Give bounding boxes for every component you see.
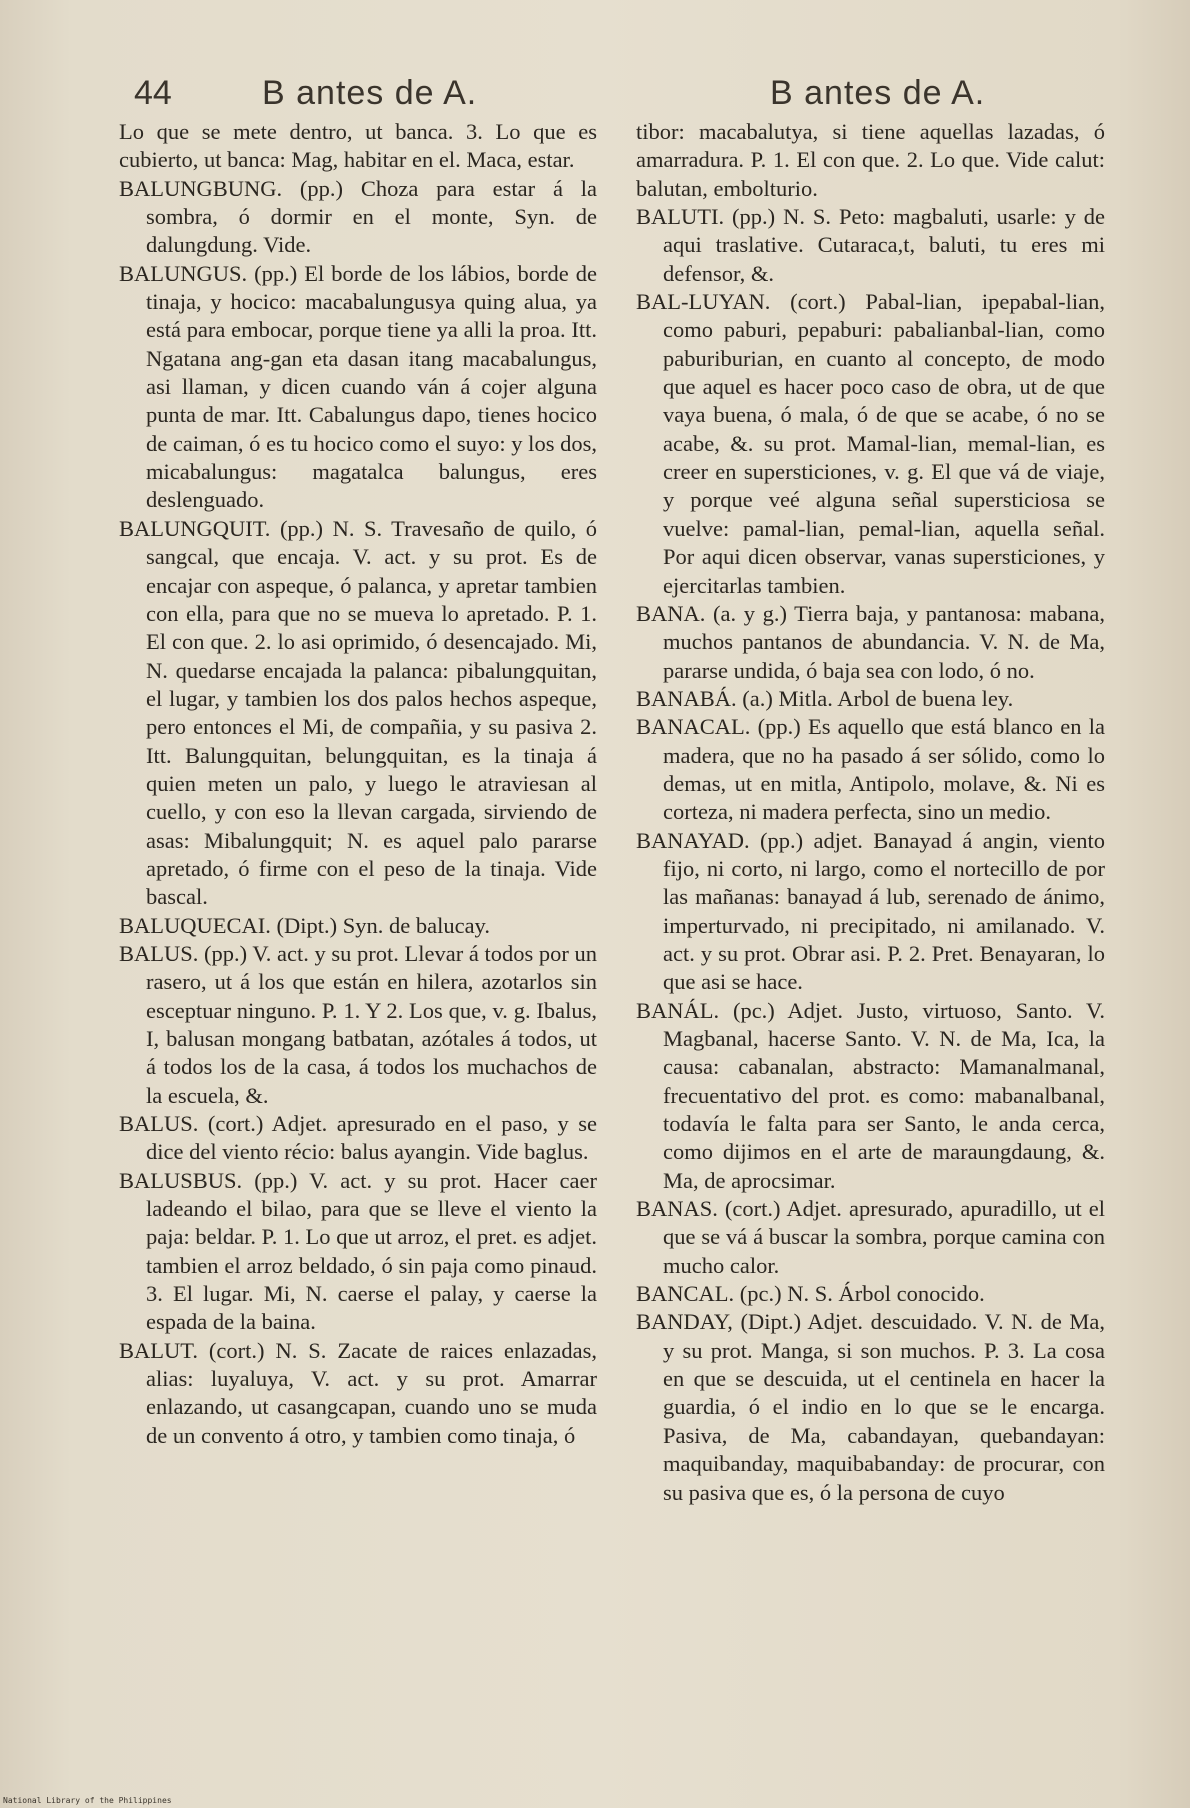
dictionary-entry: BAL-LUYAN. (cort.) Pabal-lian, ipepabal-lian, como paburi, pepaburi: pabalianbal-lian, como paburiburian, en cuanto al concepto, de modo que aquel es hacer poco caso de obra, ut de que vaya buena, ó mala, ó de que se acabe, ó no se acabe, &. su prot. Mamal-lian, memal-lian, es creer en supersticiones, v. g. El que vá de viaje, y porque veé alguna señal supersticiosa se vuelve: pamal-lian, pemal-lian, aquella señal. Por aqui dicen observar, vanas supersticiones, y ejercitarlas tambien. [636,289,1105,598]
dictionary-entry: BANABÁ. (a.) Mitla. Arbol de buena ley. [636,685,1014,711]
right-column [636,118,1105,1507]
page-number: 44 [134,74,172,112]
running-head-right: B antes de A. [770,74,986,112]
dictionary-entry: BANÁL. (pc.) Adjet. Justo, virtuoso, Santo. V. Magbanal, hacerse Santo. V. N. de Ma, Ica, la causa: cabanalan, abstracto: Mamanalmanal, frecuentativo del prot. es como: mabanalbanal, todavía le falta para ser Santo, le anda cerca, como dijimos en el arte de maraungdaung, &. Ma, de aprocsimar. [636,997,1105,1193]
dictionary-entry: BALUNGBUNG. (pp.) Choza para estar á la sombra, ó dormir en el monte, Syn. de dalungdung. Vide. [119,175,597,258]
dictionary-entry: BALUNGQUIT. (pp.) N. S. Travesaño de quilo, ó sangcal, que encaja. V. act. y su prot. Es de encajar con aspeque, ó palanca, y apretar tambien con ella, para que no se mueva lo apretado. P. 1. El con que. 2. lo asi oprimido, ó desencajado. Mi, N. quedarse encajada la palanca: pibalungquitan, el lugar, y tambien los dos palos hechos aspeque, pero entonces el Mi, de compañia, y su pasiva 2. Itt. Balungquitan, belungquitan, es la tinaja á quien meten un palo, y luego le atraviesan al cuello, y con eso la llevan cargada, sirviendo de asas: Mibalungquit; N. es aquel palo pararse apretado, ó firme con el peso de la tinaja. Vide bascal. [119,515,597,910]
dictionary-entry: BALUT. (cort.) N. S. Zacate de raices enlazadas, alias: luyaluya, V. act. y su prot. Amarrar enlazando, ut casangcapan, cuando uno se muda de un convento á otro, y tambien como tinaja, ó [119,1337,597,1448]
dictionary-entry: BALUS. (pp.) V. act. y su prot. Llevar á todos por un rasero, ut á los que están en hilera, azotarlos sin esceptuar ninguno. P. 1. Y 2. Los que, v. g. Ibalus, I, balusan mongang batbatan, azótales á todos, ut á todos los de la casa, á todos los muchachos de la escuela, &. [119,940,597,1108]
page-header [0,74,1190,124]
dictionary-entry: BANCAL. (pc.) N. S. Árbol conocido. [636,1281,985,1307]
dictionary-entry: BANDAY, (Dipt.) Adjet. descuidado. V. N. de Ma, y su prot. Manga, si son muchos. P. 3. La cosa en que se descuida, ut el centinela en hacer la guardia, ó el indio en lo que se le encarga. Pasiva, de Ma, cabandayan, quebandayan: maquibanday, maquibabanday: de procurar, con su pasiva que es, ó la persona de cuyo [636,1309,1105,1505]
dictionary-entry: BALUTI. (pp.) N. S. Peto: magbaluti, usarle: y de aqui traslative. Cutaraca,t, baluti, tu eres mi defensor, &. [636,204,1105,286]
running-head-left: B antes de A. [262,74,478,112]
dictionary-entry: BANAYAD. (pp.) adjet. Banayad á angin, viento fijo, ni corto, ni largo, como el nortecillo de por las mañanas: banayad á lub, serenado de ánimo, imperturvado, ni precipitado, ni amilanado. V. act. y su prot. Obrar asi. P. 2. Pret. Benayaran, lo que asi se hace. [636,827,1105,995]
dictionary-entry: BALUSBUS. (pp.) V. act. y su prot. Hacer caer ladeando el bilao, para que se lleve el viento la paja: beldar. P. 1. Lo que ut arroz, el pret. es adjet. tambien el arroz beldado, ó sin paja como pinaud. 3. El lugar. Mi, N. caerse el palay, y caerse la espada de la baina. [119,1167,597,1335]
dictionary-entry: BANA. (a. y g.) Tierra baja, y pantanosa: mabana, muchos pantanos de abundancia. V. N. de Ma, pararse undida, ó baja sea con lodo, ó no. [636,600,1105,683]
dictionary-entry: BANAS. (cort.) Adjet. apresurado, apuradillo, ut el que se vá á buscar la sombra, porque camina con mucho calor. [636,1196,1105,1278]
dictionary-entry: BANACAL. (pp.) Es aquello que está blanco en la madera, que no ha pasado á ser sólido, como lo demas, ut en mitla, Antipolo, molave, &. Ni es corteza, ni madera perfecta, sino un medio. [636,714,1105,825]
left-column [119,118,597,1450]
dictionary-entry: BALUS. (cort.) Adjet. apresurado en el paso, y se dice del viento récio: balus ayangin. Vide baglus. [119,1111,597,1165]
library-footer: National Library of the Philippines [3,1796,172,1805]
dictionary-entry: Lo que se mete dentro, ut banca. 3. Lo que es cubierto, ut banca: Mag, habitar en el. Maca, estar. [119,119,597,173]
dictionary-entry: tibor: macabalutya, si tiene aquellas lazadas, ó amarradura. P. 1. El con que. 2. Lo que. Vide calut: balutan, embolturio. [636,119,1105,201]
dictionary-entry: BALUQUECAI. (Dipt.) Syn. de balucay. [119,912,490,938]
dictionary-entry: BALUNGUS. (pp.) El borde de los lábios, borde de tinaja, y hocico: macabalungusya quing alua, ya está para embocar, porque tiene ya alli la proa. Itt. Ngatana ang-gan eta dasan itang macabalungus, asi llaman, y dicen cuando ván á cojer alguna punta de mar. Itt. Cabalungus dapo, tienes hocico de caiman, ó es tu hocico como el suyo: y los dos, micabalungus: magatalca balungus, eres deslenguado. [119,260,597,513]
